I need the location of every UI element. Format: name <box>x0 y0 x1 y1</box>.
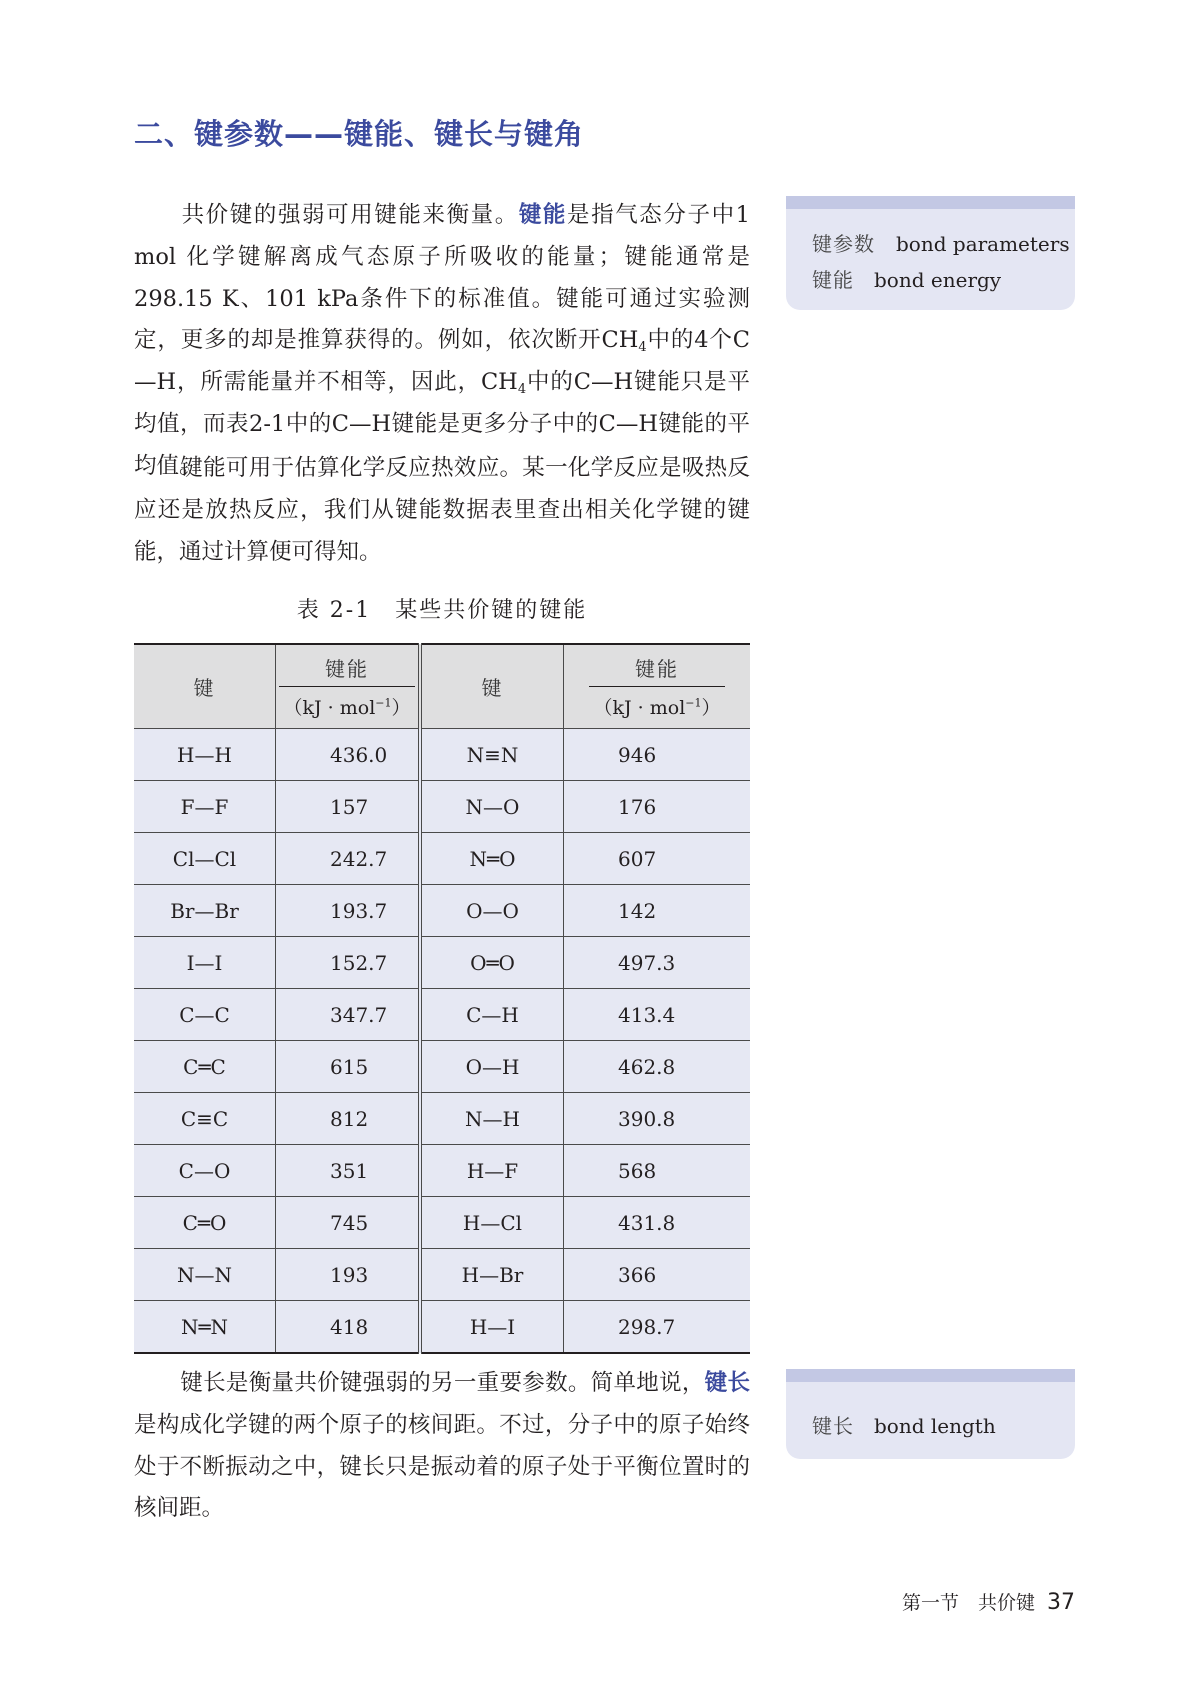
header-bond: 键 <box>134 644 276 729</box>
table-row <box>134 1145 750 1197</box>
energy-cell: 413.4 <box>564 989 751 1041</box>
energy-cell: 462.8 <box>564 1041 751 1093</box>
sidenote-bond-length <box>786 1369 1075 1459</box>
energy-cell: 366 <box>564 1249 751 1301</box>
bond-cell: F—F <box>134 781 276 833</box>
bond-cell: N≡N <box>420 729 564 781</box>
glossary-row <box>812 1408 1053 1444</box>
subscript: 4 <box>638 340 647 356</box>
energy-cell: 436.0 <box>276 729 421 781</box>
para1-text-c: 中的4个C—H，所需能量并不相等，因此，CH <box>134 327 751 396</box>
bond-cell: I—I <box>134 937 276 989</box>
glossary-en: bond length <box>874 1414 996 1438</box>
header-energy-label: 键能 <box>589 653 724 687</box>
bond-cell: O—O <box>420 885 564 937</box>
bond-cell: H—F <box>420 1145 564 1197</box>
para3-text-a: 键长是衡量共价键强弱的另一重要参数。简单地说， <box>180 1370 705 1396</box>
table-row <box>134 1041 750 1093</box>
page-number: 37 <box>1047 1590 1075 1615</box>
para2-text: 键能可用于估算化学反应热效应。某一化学反应是吸热反应还是放热反应，我们从键能数据表里查出相关化学键的键能，通过计算便可得知。 <box>134 455 750 565</box>
energy-cell: 193 <box>276 1249 421 1301</box>
para1-text-a: 共价键的强弱可用键能来衡量。 <box>180 202 519 228</box>
table-row <box>134 937 750 989</box>
para1-text-b: 是指气态分子中1 mol 化学键解离成气态原子所吸收的能量；键能通常是298.15 K、101 kPa条件下的标准值。键能可通过实验测定，更多的却是推算获得的。例如，依次断开CH <box>134 202 750 354</box>
glossary-row <box>812 262 1053 298</box>
energy-cell: 812 <box>276 1093 421 1145</box>
glossary-zh: 键参数 <box>812 232 875 256</box>
table-row <box>134 833 750 885</box>
bond-cell: N═O <box>420 833 564 885</box>
energy-cell: 615 <box>276 1041 421 1093</box>
sidenote-glossary <box>786 196 1075 310</box>
table-row <box>134 1197 750 1249</box>
energy-cell: 142 <box>564 885 751 937</box>
energy-cell: 157 <box>276 781 421 833</box>
table-row <box>134 729 750 781</box>
energy-cell: 193.7 <box>276 885 421 937</box>
footer-section: 第一节 共价键 <box>901 1592 1035 1614</box>
header-energy <box>276 644 421 729</box>
table-row <box>134 885 750 937</box>
glossary-zh: 键能 <box>812 268 854 292</box>
energy-cell: 242.7 <box>276 833 421 885</box>
energy-cell: 745 <box>276 1197 421 1249</box>
bond-cell: N—H <box>420 1093 564 1145</box>
para3-text-b: 是构成化学键的两个原子的核间距。不过，分子中的原子始终处于不断振动之中，键长只是振动着的原子处于平衡位置时的核间距。 <box>134 1411 750 1522</box>
bond-cell: H—Cl <box>420 1197 564 1249</box>
energy-cell: 946 <box>564 729 751 781</box>
energy-cell: 298.7 <box>564 1301 751 1354</box>
header-energy <box>564 644 751 729</box>
table-row <box>134 989 750 1041</box>
energy-cell: 568 <box>564 1145 751 1197</box>
energy-cell: 351 <box>276 1145 421 1197</box>
table-caption: 表 2-1 某些共价键的键能 <box>296 598 588 623</box>
paragraph-bond-energy <box>134 195 750 488</box>
bond-cell: H—H <box>134 729 276 781</box>
energy-cell: 418 <box>276 1301 421 1354</box>
glossary-en: bond energy <box>874 268 1002 292</box>
subscript: 4 <box>517 382 527 398</box>
energy-cell: 607 <box>564 833 751 885</box>
term-bond-length: 键长 <box>704 1370 750 1396</box>
table-header-row <box>134 644 750 729</box>
paragraph-reaction-heat <box>134 448 750 573</box>
paragraph-bond-length <box>134 1363 750 1530</box>
bond-cell: Br—Br <box>134 885 276 937</box>
table-row <box>134 1093 750 1145</box>
bond-energy-table <box>134 643 750 1354</box>
energy-cell: 176 <box>564 781 751 833</box>
section-title: 二、键参数——键能、键长与键角 <box>134 117 585 151</box>
bond-cell: N═N <box>134 1301 276 1354</box>
para1-text-d: 中的C—H键能只是平均值，而表2-1中的C—H键能是更多分子中的C—H键能的平均值。 <box>134 369 750 479</box>
bond-cell: H—Br <box>420 1249 564 1301</box>
bond-cell: O—H <box>420 1041 564 1093</box>
bond-cell: N—O <box>420 781 564 833</box>
bond-cell: C—C <box>134 989 276 1041</box>
header-energy-label: 键能 <box>279 653 414 687</box>
energy-cell: 497.3 <box>564 937 751 989</box>
glossary-en: bond parameters <box>896 232 1070 256</box>
bond-cell: C—H <box>420 989 564 1041</box>
energy-cell: 431.8 <box>564 1197 751 1249</box>
bond-cell: H—I <box>420 1301 564 1354</box>
table-row <box>134 781 750 833</box>
energy-cell: 390.8 <box>564 1093 751 1145</box>
header-energy-unit: （kJ · mol$^{-1}$） <box>593 696 721 719</box>
glossary-zh: 键长 <box>812 1414 854 1438</box>
term-bond-energy: 键能 <box>518 202 568 228</box>
bond-cell: Cl—Cl <box>134 833 276 885</box>
bond-cell: N—N <box>134 1249 276 1301</box>
energy-cell: 152.7 <box>276 937 421 989</box>
table-row <box>134 1249 750 1301</box>
bond-cell: C≡C <box>134 1093 276 1145</box>
table-row <box>134 1301 750 1354</box>
bond-cell: C═C <box>134 1041 276 1093</box>
energy-cell: 347.7 <box>276 989 421 1041</box>
bond-cell: O═O <box>420 937 564 989</box>
bond-cell: C═O <box>134 1197 276 1249</box>
header-energy-unit: （kJ · mol$^{-1}$） <box>283 696 411 719</box>
glossary-row <box>812 226 1070 262</box>
page-footer <box>902 1588 1075 1615</box>
header-bond: 键 <box>420 644 564 729</box>
bond-cell: C—O <box>134 1145 276 1197</box>
